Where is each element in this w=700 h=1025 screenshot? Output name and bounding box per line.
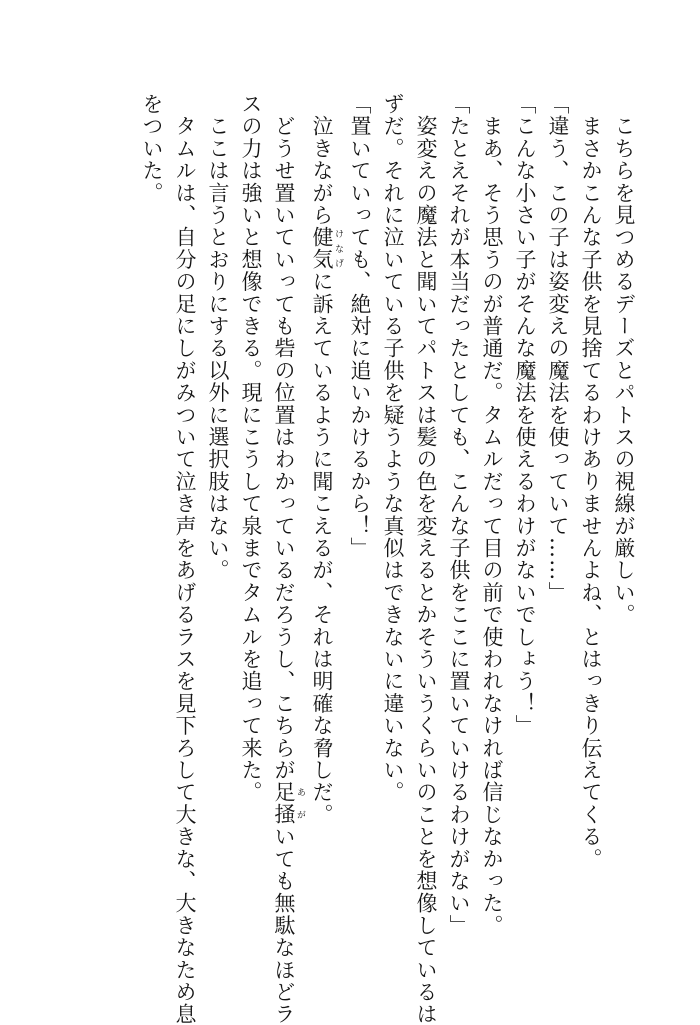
text-line-10: 泣きながら健気 けなげに訴えているように聞こえるが、それは明確な脅しだ。 xyxy=(310,93,343,826)
text-line-1: こちらを見つめるデーズとパトスの視線が厳しい。 xyxy=(612,93,636,626)
text-line-15: をついた。 xyxy=(140,93,164,204)
vertical-text-block xyxy=(135,93,640,1025)
text-line-11: どうせ置いていっても砦の位置はわかっているだろうし、こちらが足掻 あがいても無駄なほどラ xyxy=(272,93,305,1025)
ruby-kenage: 健気 けなげ xyxy=(310,226,343,271)
text-line-13: ここは言うとおりにする以外に選択肢はない。 xyxy=(206,93,230,582)
text-line-7: 姿変えの魔法と聞いてパトスは髪の色を変えるとかそういうくらいのことを想像しているは xyxy=(414,93,438,1025)
text-line-9: 「置いていっても、絶対に追いかけるから！」 xyxy=(348,93,372,560)
text-line-12: スの力は強いと想像できる。現にこうして泉までタムルを追って来た。 xyxy=(239,93,263,804)
ruby-reading-aga: あが xyxy=(295,781,305,826)
text-line-14: タムルは、自分の足にしがみついて泣き声をあげるラスを見下ろして大きな、大きなため息 xyxy=(173,93,197,1025)
text-line-5: まあ、そう思うのが普通だ。タムルだって目の前で使われなければ信じなかった。 xyxy=(480,93,504,937)
text-line-4: 「こんな小さい子がそんな魔法を使えるわけがないでしょう！」 xyxy=(513,93,537,737)
ruby-reading-kenage: けなげ xyxy=(333,226,343,271)
text-line-6: 「たとえそれが本当だったとしても、こんな子供をここに置いていけるわけがない」 xyxy=(447,93,471,937)
text-line-8: ずだ。それに泣いている子供を疑うような真似はできないに違いない。 xyxy=(381,93,405,804)
text-line-3: 「違う、この子は姿変えの魔法を使っていて……」 xyxy=(546,93,570,604)
text-line-2: まさかこんな子供を見捨てるわけありませんよね、とはっきり伝えてくる。 xyxy=(579,93,603,870)
ruby-aga: 足掻 あが xyxy=(272,781,305,826)
